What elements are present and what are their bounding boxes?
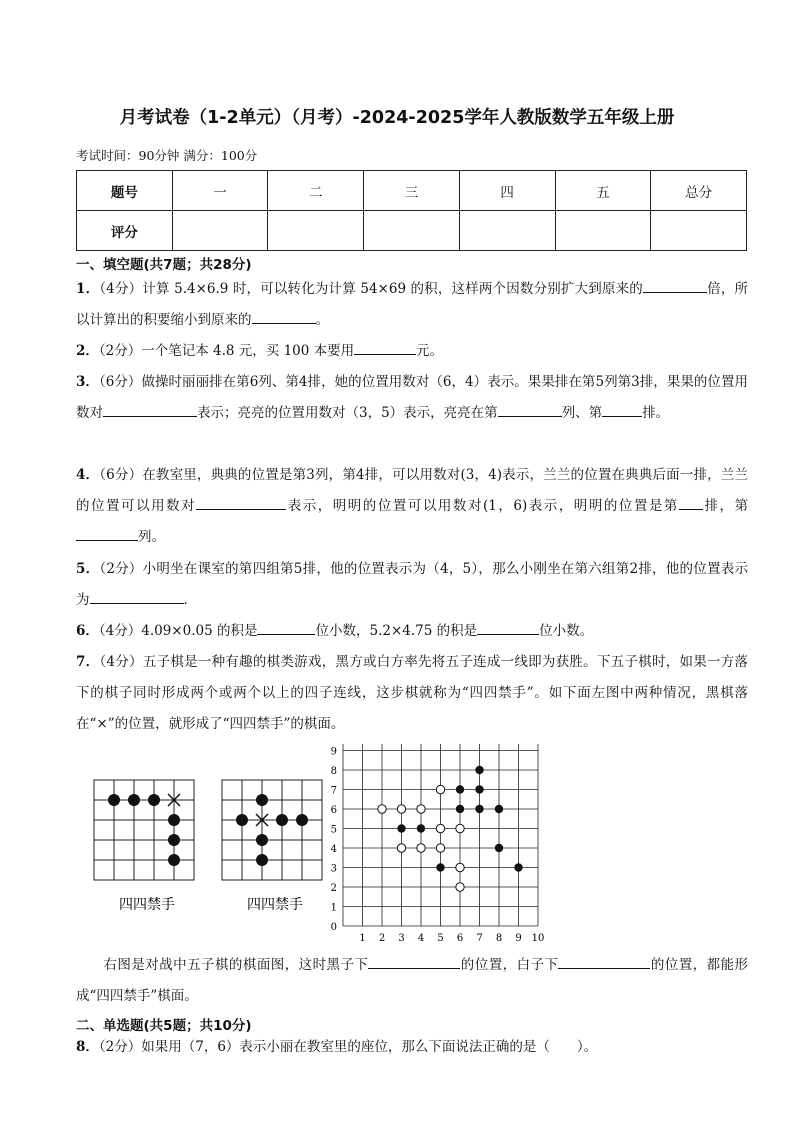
question-number: 2． [76, 343, 99, 359]
white-stone [378, 805, 386, 813]
x-tick-label: 1 [359, 933, 366, 944]
question-text: 位小数。 [539, 623, 594, 639]
x-tick-label: 4 [417, 933, 425, 944]
question-number: 6． [76, 623, 99, 639]
x-tick-label: 6 [456, 933, 464, 944]
question-text: 4.09×0.05 的积是 [141, 623, 258, 639]
question-text: 表示；亮亮的位置用数对（3，5）表示，亮亮在第 [197, 405, 498, 421]
y-tick-label: 8 [330, 766, 337, 777]
question-points: （2分） [98, 1039, 142, 1055]
answer-blank[interactable] [602, 402, 642, 417]
answer-blank[interactable] [679, 495, 703, 510]
answer-blank[interactable] [643, 278, 707, 293]
question-number: 1． [76, 281, 100, 297]
question-points: （6分） [98, 374, 142, 390]
score-row [77, 211, 747, 251]
question-text: 倍，所以计算出的积要缩小到原来的 [76, 281, 748, 328]
y-tick-label: 6 [330, 805, 337, 816]
question-points: （4分） [99, 281, 143, 297]
white-stone [456, 863, 464, 871]
x-tick-label: 7 [476, 933, 483, 944]
question-7-continued [76, 950, 748, 1012]
black-stone [256, 834, 268, 846]
black-stone [168, 814, 180, 826]
gomoku-coordinate-board [318, 744, 558, 949]
black-stone [397, 824, 405, 832]
x-tick-label: 3 [398, 933, 405, 944]
x-tick-label: 8 [495, 933, 503, 944]
y-tick-label: 5 [330, 824, 337, 836]
answer-blank[interactable] [354, 340, 416, 355]
question-text: 位小数，5.2×4.75 的积是 [315, 623, 478, 639]
black-stone [475, 805, 483, 813]
answer-blank[interactable] [103, 402, 197, 417]
question-7 [76, 647, 748, 740]
answer-blank[interactable] [252, 309, 316, 324]
score-cell[interactable] [459, 211, 555, 251]
question-3 [76, 367, 748, 429]
question-text: 列、第 [561, 405, 603, 421]
score-header-cell: 总分 [651, 171, 747, 211]
score-cell[interactable] [172, 211, 268, 251]
black-stone [276, 814, 288, 826]
score-header-cell: 一 [172, 171, 268, 211]
board-svg [318, 744, 558, 949]
score-cell[interactable] [555, 211, 651, 251]
question-text: 右图是对战中五子棋的棋面图，这时黑子下 [103, 957, 369, 973]
white-stone [417, 844, 425, 852]
question-2 [76, 336, 748, 367]
question-text: 的位置，白子下 [460, 957, 559, 973]
y-tick-label: 7 [330, 785, 337, 797]
question-8 [76, 1032, 748, 1063]
black-stone [456, 785, 464, 793]
y-tick-label: 1 [330, 902, 337, 914]
section-single-choice-heading: 二、单选题(共5题；共10分) [76, 1018, 252, 1034]
black-stone [475, 785, 483, 793]
y-tick-label: 9 [330, 746, 337, 758]
black-stone [475, 766, 483, 774]
question-points: （6分） [99, 467, 143, 483]
exam-meta: 考试时间：90分钟 满分：100分 [76, 148, 258, 163]
question-text: 表示，明明的位置可以用数对(1，6)表示，明明的位置是第 [286, 498, 679, 514]
question-6 [76, 616, 748, 647]
question-text: 排，第 [702, 498, 749, 514]
question-text: 列。 [138, 529, 165, 545]
question-number: 5． [76, 561, 100, 577]
exam-title: 月考试卷（1-2单元）（月考）-2024-2025学年人教版数学五年级上册 [119, 108, 675, 128]
black-stone [514, 863, 522, 871]
y-tick-label: 3 [330, 863, 337, 875]
white-stone [397, 805, 405, 813]
answer-blank[interactable] [558, 954, 650, 969]
black-stone [256, 794, 268, 806]
gomoku-figure-left [93, 779, 203, 919]
score-header-cell: 四 [459, 171, 555, 211]
grid [222, 780, 322, 880]
white-stone [436, 824, 444, 832]
score-header-cell: 三 [364, 171, 460, 211]
question-5 [76, 554, 748, 616]
white-stone [456, 883, 464, 891]
question-number: 3． [76, 374, 99, 390]
score-header-row [77, 171, 747, 211]
black-stone [256, 854, 268, 866]
score-cell[interactable] [364, 211, 460, 251]
x-tick-label: 2 [378, 933, 386, 944]
question-points: （2分） [98, 343, 142, 359]
question-1 [76, 274, 748, 336]
question-text: 排。 [642, 405, 670, 421]
white-stone [436, 785, 444, 793]
black-stone [148, 794, 160, 806]
answer-blank[interactable] [368, 954, 460, 969]
answer-blank[interactable] [477, 620, 539, 635]
question-text: 小明坐在课室的第四组第5排，他的位置表示为（4，5），那么小刚坐在第六组第2排，他的位置表示为 [76, 561, 748, 608]
x-tick-label: 9 [515, 933, 522, 944]
black-stone [168, 854, 180, 866]
question-text: 在教室里，典典的位置是第3列，第4排，可以用数对(3，4)表示，兰兰的位置在典典后面一排，兰兰的位置可以用数对 [76, 467, 748, 514]
question-text: 元。 [416, 343, 444, 359]
y-tick-label: 4 [330, 844, 337, 855]
black-stone [456, 805, 464, 813]
white-stone [417, 805, 425, 813]
question-4 [76, 460, 748, 553]
question-text: 如果用（7，6）表示小丽在教室里的座位，那么下面说法正确的是（ ）。 [141, 1039, 598, 1055]
score-cell[interactable] [268, 211, 364, 251]
score-header-cell: 二 [268, 171, 364, 211]
x-tick-label: 10 [531, 933, 545, 944]
question-points: （2分） [99, 561, 143, 577]
score-table [76, 170, 747, 251]
answer-blank[interactable] [76, 526, 138, 541]
question-text: 。 [315, 312, 329, 328]
y-tick-label: 0 [330, 922, 337, 933]
answer-blank[interactable] [498, 402, 562, 417]
question-points: （4分） [99, 654, 143, 670]
black-stone [495, 805, 503, 813]
black-stone [236, 814, 248, 826]
question-number: 7． [76, 654, 100, 670]
answer-blank[interactable] [90, 589, 184, 604]
answer-blank[interactable] [257, 620, 315, 635]
black-stone [436, 863, 444, 871]
black-stone [108, 794, 120, 806]
question-number: 8． [76, 1039, 99, 1055]
question-points: （4分） [98, 623, 142, 639]
white-stone [456, 824, 464, 832]
question-text: 计算 5.4×6.9 时，可以转化为计算 54×69 的积，这样两个因数分别扩大到原来的 [142, 281, 643, 297]
question-number: 4． [76, 467, 100, 483]
black-stone [128, 794, 140, 806]
x-tick-label: 5 [437, 933, 444, 944]
section-fill-blank-heading: 一、填空题(共7题；共28分) [76, 257, 252, 273]
question-text: 的位置，都能形成“四四禁手”棋面。 [76, 957, 749, 1004]
question-text: 一个笔记本 4.8 元，买 100 本要用 [141, 343, 355, 359]
question-text: 五子棋是一种有趣的棋类游戏，黑方或白方率先将五子连成一线即为获胜。下五子棋时，如果一方落下的棋子同时形成两个或两个以上的四子连线，这步棋就称为“四四禁手”。如下面左图中两种情况，黑棋落在“×”的位置，就形成了“四四禁手”的棋面。 [76, 654, 748, 732]
y-tick-label: 2 [330, 883, 337, 894]
question-text: ． [183, 592, 197, 608]
black-stone [296, 814, 308, 826]
score-header-cell: 题号 [77, 171, 173, 211]
score-cell[interactable] [651, 211, 747, 251]
answer-blank[interactable] [196, 495, 286, 510]
black-stone [495, 844, 503, 852]
score-header-cell: 五 [555, 171, 651, 211]
white-stone [436, 844, 444, 852]
white-stone [397, 844, 405, 852]
figure-caption: 四四禁手 [119, 897, 175, 913]
gomoku-figure-middle [221, 779, 331, 919]
question-text: 做操时丽丽排在第6列、第4排，她的位置用数对（6，4）表示。果果排在第5列第3排，果果的位置用数对 [76, 374, 748, 421]
score-row-label: 评分 [77, 211, 173, 251]
black-stone [417, 824, 425, 832]
figure-caption: 四四禁手 [247, 897, 303, 913]
black-stone [168, 834, 180, 846]
